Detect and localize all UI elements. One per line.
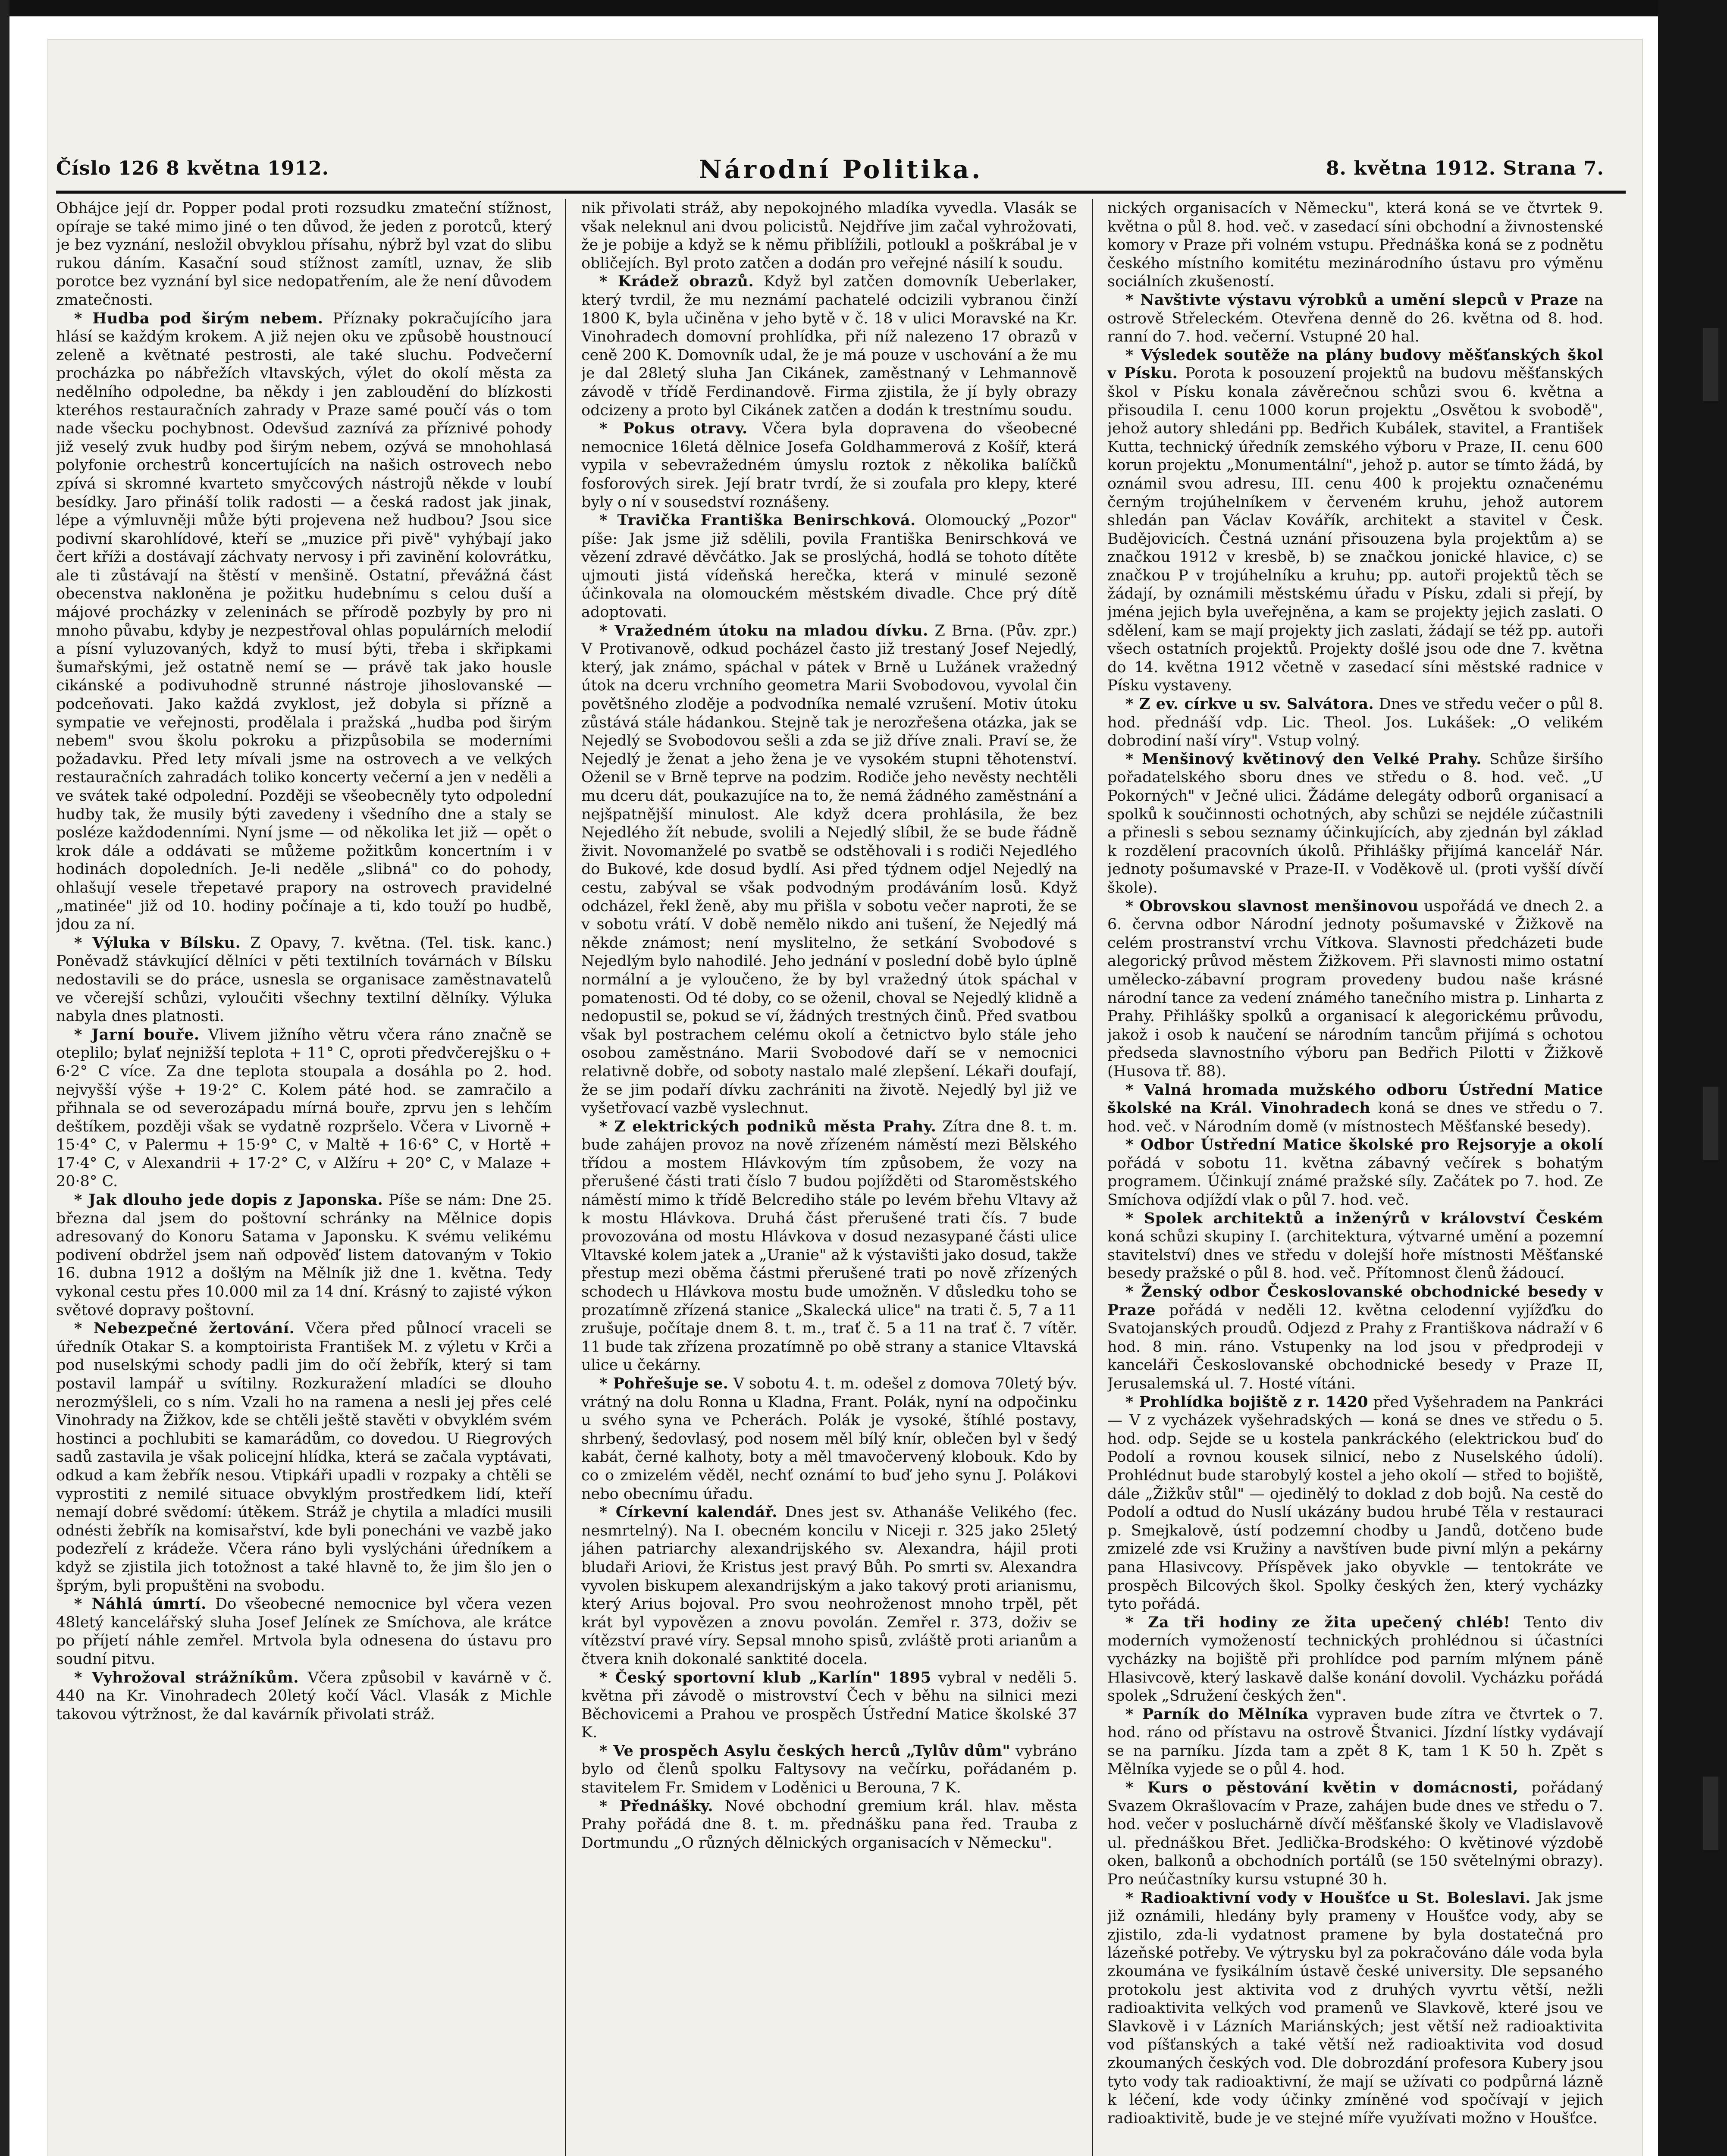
article-paragraph [1107,750,1603,897]
article-heading: * Český sportovní klub „Karlín" 1895 [599,1668,931,1686]
article-heading: * Travička Františka Benirschková. [599,511,916,530]
article-heading: * Pokus otravy. [599,420,748,438]
article-text: Z Opavy, 7. května. (Tel. tisk. kanc.) Poněvadž stávkující dělníci v pěti textilních továrnách v Bílsku nedostavili se do práce, usnesla se organisace zaměstnavatelů ve včerejší schůzi, vyloučiti všechny textilní dělníky. Výluka nabyla dnes platnosti. [56,934,552,1025]
scanner-edge-right [1658,0,1727,2156]
header-rule [56,191,1626,194]
article-heading: * Valná hromada mužského odboru Ústřední Matice školské na Král. Vinohradech [1107,1081,1603,1117]
article-paragraph [581,420,1077,511]
article-heading: * Radioaktivní vody v Houšťce u St. Boleslavi. [1125,1889,1531,1907]
article-text: Olomoucký „Pozor" píše: Jak jsme již sdělili, povila Františka Benirschková ve vězení zdravé děvčátko. Jak se proslýchá, hodlá se tohoto dítěte ujmouti jistá vídeňská herečka, která v minulé sezoně účinkovala na olomouckém městském divadle. Chce prý dítě adoptovati. [581,512,1077,621]
article-text: Včera byla dopravena do všeobecné nemocnice 16letá dělnice Josefa Goldhammerová z Košíř, která vypila v sebevražedném úmyslu roztok z několika balíčků fosforových sirek. Její bratr tvrdí, že si zoufala pro klepy, které byly o ní v sousedství roznášeny. [581,420,1077,511]
article-heading: * Církevní kalendář. [599,1503,777,1521]
article-paragraph [1107,199,1603,291]
article-paragraph [581,199,1077,273]
article-paragraph [56,934,552,1026]
article-paragraph [1107,346,1603,695]
article-heading: * Menšinový květinový den Velké Prahy. [1125,750,1482,768]
article-text: Jak jsme již oznámili, hledány byly prameny v Houšťce vody, aby se zjistilo, zda-li vydatnost pramene by byla dostatečná pro lázeňské potřeby. Ve výtrysku byl za pokračováno dále voda byla zkoumána ve fysikálním ústavě české university. Dle sepsaného protokolu jest aktivita vod z druhých vyvrtu větší, nežli radioaktivita velkých vod pramenů ve Slavkově, které jsou ve Slavkově i v Lázních Mariánských; jest větší než radioaktivita vod píšťanských a také větší než radioaktivita vod dosud zkoumaných českých vod. Dle dobrozdání profesora Kubery jsou tyto vody tak radioaktivní, že mají se užívati co podpůrná lázně k léčení, kde vody účinky zmíněné vod spočívají v jejich radioaktivitě, bude je ve stejné míře využívati možno v Houšťce. [1107,1889,1603,2127]
article-heading: * Přednášky. [599,1797,714,1815]
article-paragraph [581,511,1077,622]
article-text: před Vyšehradem na Pankráci — V z vycházek vyšehradských — koná se dnes ve středu o 5. hod. odp. Sejde se u kostela pankráckého (elektrickou buď do Podolí a rovnou kousek silnicí, nebo z Nuselského údolí). Prohlédnut bude starobylý kostel a jeho okolí — střed to bojiště, dále „Žižkův stůl" — ojedinělý to doklad z dob bojů. Na cestě do Podolí a odtud do Nuslí ukázány budou hrubé Těla v restauraci p. Smejkalově, ústí podzemní chodby u Jandů, dotčeno bude zmizelé zde vsi Kružiny a navštíven bude pivní mlýn a pekárny pana Hlasivcovy. Příspěvek jako obyvkle — tentokráte ve prospěch Bilcových škol. Spolky českých žen, který vycházky tyto pořádá. [1107,1393,1603,1613]
article-text: vybráno bylo od členů spolku Faltysovy na večírku, pořádaném p. stavitelem Fr. Smidem v Loděnici u Berouna, 7 K. [581,1742,1077,1797]
article-paragraph [1107,1705,1603,1779]
article-paragraph [1107,291,1603,346]
binding-mark [1703,1087,1718,1160]
article-text: Zítra dne 8. t. m. bude zahájen provoz na nově zřízeném náměstí mezi Bělského třídou a mostem Hlávkovým tím způsobem, že vozy na přerušené části trati číslo 7 budou pojížděti od Staroměstského náměstí mimo k třídě Belcrediho stále po levém břehu Vltavy až k mostu Hlávkova. Druhá část přerušené trati čís. 7 bude provozována od mostu Hlávkova v dosud nezasypané části ulice Vltavské kolem jatek a „Uranie" až k výstavišti jako dosud, takže přestup mezi oběma částmi přerušené trati po nově zřízených schodech u Hlávkova mostu bude umožněn. V důsledku toho se prozatímně zřízená stanice „Skalecká ulice" na trati č. 5, 7 a 11 zrušuje, počítaje dnem 8. t. m., trať č. 5 a 11 na trať č. 7 vítěr. 11 bude tak zřízena prozatímně po obě strany a stanice Vltavská ulice u čekárny. [581,1118,1077,1374]
article-paragraph [581,1742,1077,1797]
article-text: koná se dnes ve středu o 7. hod. več. v Národním domě (v místnostech Měšťanské besedy). [1107,1100,1603,1135]
article-paragraph [581,1375,1077,1503]
article-paragraph [56,1669,552,1724]
article-heading: * Vyhrožoval strážníkům. [74,1668,299,1686]
article-heading: * Hudba pod širým nebem. [74,309,323,327]
issue-number: Číslo 126 8 května 1912. [56,157,329,179]
article-heading: * Prohlídka bojiště z r. 1420 [1125,1393,1369,1411]
article-text: Tento div moderních vymožeností technických prohlédnou si účastníci vycházky na bojiště při prohlídce pod parním mlýnem páně Hlasivcově, který laskavě dalše konání dovolil. Vycházku pořádá spolek „Sdružení českých žen". [1107,1614,1603,1705]
article-heading: * Náhlá úmrtí. [74,1595,207,1613]
article-paragraph [1107,1283,1603,1393]
article-paragraph [581,1669,1077,1742]
article-text: nických organisacích v Německu", která koná se ve čtvrtek 9. května o půl 8. hod. več. v zasedací síni obchodní a živnostenské komory v Praze při volném vstupu. Přednáška koná se z podnětu českého místního komitétu mezinárodního ústavu pro výměnu sociálních zkušeností. [1107,200,1603,291]
article-heading: * Za tři hodiny ze žita upečený chléb! [1125,1613,1511,1631]
article-paragraph [56,199,552,310]
article-heading: * Jarní bouře. [74,1025,200,1044]
article-paragraph [581,1118,1077,1375]
article-text: Příznaky pokračujícího jara hlásí se každým krokem. A již nejen oku ve způsobě houstnoucí zeleně a květnaté pestrosti, ale také sluchu. Podvečerní procházka po nábřežích vltavských, výlet do okolí města za nedělního odpoledne, ba někdy i jen zabloudění do blízkosti kteréhos restauračních zahrady v Praze samé poučí vás o tom nade všecku pochybnost. Odevšud zaznívá za příznivé pohody již veselý zvuk hudby pod širým nebem, ozývá se mnohohlasá polyfonie orchestrů koncertujících na našich ostrovech nebo zpívá si skromné kvarteto smyčcových nástrojů někde v loubí besídky. Jaro přináší tolik radosti — a česká radost jak jinak, lépe a výmluvněji může býti projevena než hudbou? Jsou sice podivní skarohlídové, kteří se „muzice při pivě" vyhýbají jako čert kříži a dostávají záchvaty nervosy i při zavinění kolovrátku, ale ti zůstávají na štěstí v menšině. Ostatní, převážná část obecenstva nakloněna je požitku hudebnímu s celou duší a májové procházky v zeleninách se přírodě pozbyly by pro ni mnoho půvabu, kdyby je nezpestřoval ohlas populárních melodií a písní vyluzovaných, když to musí býti, třeba i skřipkami šumařskými, jež ostatně nemí se — právě tak jako housle cikánské a podivuhodně strunné nástroje jihoslovanské — podceňovati. Jako každá zvyklost, jež dobyla si přízně a sympatie ve veřejnosti, prodělala i pražská „hudba pod širým nebem" svou školu pokroku a přizpůsobila se moderními požadavku. Před lety mívali jsme na ostrovech a ve velkých restauračních zahradách toliko koncerty večerní a jen v neděli a ve svátek také odpolední. Později se všeobecněly tyto odpolední hudby tak, že musily býti zavedeny i všedního dne a staly se posléze každodenními. Nyní jsme — od několika let již — opět o krok dále a oddávati se můžeme požitkům koncertním i v hodinách dopoledních. Je-li neděle „slibná" co do pohody, ohlašují vesele třepetavé prapory na ostrovech pravidelné „matinée" již od 10. hodiny počínaje a ti, kdo touží po hudbě, jdou za ní. [56,310,552,934]
article-text: Píše se nám: Dne 25. března dal jsem do poštovní schránky na Mělnice dopis adresovaný do Konoru Satama v Japonsku. K svému velikému podivení obdržel jsem naň odpověď listem datovaným v Tokio 16. dubna 1912 a došlým na Mělník již dne 1. května. Tedy vykonal cestu přes 10.000 mil za 14 dní. Krásný to zajisté výkon světové dopravy poštovní. [56,1191,552,1319]
article-heading: * Z ev. církve u sv. Salvátora. [1125,695,1374,713]
text-column-1 [56,199,552,2156]
article-paragraph [56,310,552,934]
article-paragraph [56,1595,552,1668]
article-paragraph [56,1319,552,1595]
article-text: koná schůzi skupiny I. (architektura, výtvarné umění a pozemní stavitelství) dnes ve středu v dolejší hoře místnosti Měšťanské besedy pražské o půl 8. hod. več. Přítomnost členů žádoucí. [1107,1228,1603,1282]
binding-mark [1703,1777,1718,1850]
article-heading: * Jak dlouho jede dopis z Japonska. [74,1191,383,1209]
article-paragraph [1107,1081,1603,1136]
article-text: pořádá v sobotu 11. května zábavný večírek s bohatým programem. Účinkují známé pražské síly. Začátek po 7. hod. Ze Smíchova odjíždí vlak o půl 7. hod. več. [1107,1154,1603,1209]
article-paragraph [581,1503,1077,1668]
article-paragraph [1107,1614,1603,1705]
article-text: pořádá v neděli 12. května celodenní vyjížďku do Svatojanských proudů. Odjezd z Prahy z Františkova nádraží v 6 hod. 8 min. ráno. Vstupenky na lod jsou v předprodeji v kanceláři Českoslovanské obchodnické besedy v Praze II, Jerusalemská ul. 7. Hosté vítáni. [1107,1301,1603,1392]
article-text: vypraven bude zítra ve čtvrtek o 7. hod. ráno od přístavu na ostrově Štvanici. Jízdní lístky vydávají se na parníku. Jízda tam a zpět 8 K, tam 1 K 50 h. Zpět s Mělníka vyjede se o půl 4. hod. [1107,1705,1603,1778]
article-text: Včera před půlnocí vraceli se úředník Otakar S. a komptoirista František M. z výletu v Krči a pod nuselskými schody padli jim do očí žebřík, který si tam postavil lampář u svítilny. Rozkuražení mladíci se dlouho nerozmýšleli, co s ním. Vzali ho na ramena a nesli jej přes celé Vinohrady na Žižkov, kde se chtěli ještě stavěti v obvyklém svém hostinci a pochlubiti se kamarádům, co dovedou. U Riegrových sadů zastavila je však policejní hlídka, která se začala vyptávati, odkud a kam žebřík nesou. Vtipkáři upadli v rozpaky a chtěli se vyprostiti z nemilé situace obvyklým prostředkem lidí, kteří nemají dobré svědomí: útěkem. Stráž je chytila a mladíci musili odnésti žebřík na komisařství, kde byli ponecháni ve vazbě jako podezřelí z krádeže. Včera ráno byli vyslýcháni úředníkem a když se zjistila jich totožnost a také hlavně to, že jim šlo jen o šprým, byli propuštěni na svobodu. [56,1320,552,1595]
column-divider [565,199,566,2156]
article-text: Z Brna. (Pův. zpr.) V Protivanově, odkud pocházel často již trestaný Josef Nejedlý, který, jak známo, spáchal v pátek v Brně u Lužánek vražedný útok na dceru vrchního geometra Marii Svobodovou, vyvolal čin povětšného zloděje a podvodníka nemalé vzrušení. Motiv útoku zůstává stále hádankou. Stejně tak je nerozřešena otázka, jak se Nejedlý se Svobodovou sešli a zda se již dříve znali. Praví se, že Nejedlý je ženat a jeho žena je ve vysokém stupni těhotenství. Oženil se v Brně teprve na podzim. Rodiče jeho nevěsty nechtěli mu dceru dát, poukazujíce na to, že nemá žádného zaměstnání a nejšpatnější minulost. Ale když dcera prohlásila, že bez Nejedlého žít nebude, svolili a Nejedlý slíbil, že se bude řádně živit. Novomanželé po svatbě se odstěhovali i s rodiči Nejedlého do Bukové, kde dosud bydlí. Asi před týdnem odjel Nejedlý na cestu, zabýval se však podvodným prodáváním losů. Když odcházel, řekl ženě, aby mu přišla v sobotu večer naproti, že se v sobotu vrátí. V době nemělo nikdo ani tušení, že Nejedlý má někde známost; není myslitelno, že setkání Svobodové s Nejedlým bylo nahodilé. Jeho jednání v poslední době bylo úplně normální a je vyloučeno, že by byl vražedný útok spáchal v pomatenosti. Od té doby, co se oženil, choval se Nejedlý klidně a nedopustil se, pokud se ví, žádných trestných činů. Před svatbou však byl postrachem celému okolí a četnictvo bylo stále jeho osobou zaměstnáno. Marii Svobodové daří se v nemocnici relativně dobře, od soboty nastalo malé zlepšení. Lékaři doufají, že se jim podaří dívku zachrániti na životě. Nejedlý byl již ve vyšetřovací vazbě vyslechnut. [581,622,1077,1117]
article-heading: * Pohřešuje se. [599,1375,729,1392]
article-heading: * Nebezpečné žertování. [74,1319,295,1338]
newspaper-page [47,39,1643,2156]
article-heading: * Ve prospěch Asylu českých herců „Tylův dům" [599,1742,1010,1760]
article-text: Včera způsobil v kavárně v č. 440 na Kr. Vinohradech 20letý kočí Václ. Vlasák z Michle takovou výtržnost, že dal kavárník přivolati stráž. [56,1669,552,1723]
article-paragraph [1107,1889,1603,2128]
page-header [56,157,1634,188]
article-paragraph [581,622,1077,1118]
article-paragraph [56,1026,552,1191]
article-text: Dnes jest sv. Athanáše Velikého (fec. nesmrtelný). Na I. obecném koncilu v Niceji r. 325 jako 25letý jáhen patriarchy alexandrijského sv. Alexandra, hájil proti bludaři Ariovi, že Kristus jest pravý Bůh. Po smrti sv. Alexandra vyvolen biskupem alexandrijským a jako takový proti arianismu, který Arius bojoval. Pro svou neohroženost mnoho trpěl, pět krát byl vypovězen a znovu povolán. Zemřel r. 373, doživ se vítězství pravé víry. Sepsal mnoho spisů, zvláště proti arianům a čtvera knih dokonalé sanktité docela. [581,1504,1077,1668]
column-divider [1092,199,1093,2156]
article-heading: * Kurs o pěstování květin v domácnosti, [1125,1779,1519,1797]
article-text: nik přivolati stráž, aby nepokojného mladíka vyvedla. Vlasák se však neleknul ani dvou policistů. Nejdříve jim začal vyhrožovati, že je pobije a když se k němu přiblížili, potloukl a poškrábal je v obličejích. Byl proto zatčen a dodán pro veřejné násilí k soudu. [581,200,1077,272]
article-text: Schůze širšího pořadatelského sboru dnes ve středu o 8. hod. več. „U Pokorných" v Ječné ulici. Žádáme delegáty odborů organisací a spolků k součinnosti ochotných, aby schůzi se nejdéle zúčastnili a přinesli s sebou seznamy účinkujících, aby zjednán byl základ k rozdělení pracovních úkolů. Přihlášky přijímá kancelář Nár. jednoty pošumavské v Praze-II. v Voděkově ul. (proti vyšší dívčí škole). [1107,750,1603,896]
article-heading: * Výluka v Bílsku. [74,934,241,952]
article-text: Když byl zatčen domovník Ueberlaker, který tvrdil, že mu neznámí pachatelé odcizili vybranou činží 1800 K, byla učiněna v jeho bytě v č. 18 v ulici Moravské na Kr. Vinohradech domovní prohlídka, při níž nalezeno 17 obrazů v ceně 200 K. Domovník udal, že je má pouze v uschování a že mu je dal 28letý sluha Jan Cikánek, zaměstnaný v Lehmannově závodě v třídě Ferdinandově. Firma zjistila, že jí byly obrazy odcizeny a proto byl Cikánek zatčen a dodán k trestnímu soudu. [581,273,1077,419]
article-text: V sobotu 4. t. m. odešel z domova 70letý býv. vrátný na dolu Ronna u Kladna, Frant. Polák, nyní na odpočinku u svého syna ve Pcherách. Polák je vysoké, štíhlé postavy, shrbený, šedovlasý, pod nosem měl bílý knír, oblečen byl v šedý kabát, černé kalhoty, boty a měl tmavočervený klobouk. Kdo by co o zmizelém věděl, nechť oznámí to buď jeho synu J. Polákovi nebo obecnímu úřadu. [581,1375,1077,1503]
article-heading: * Z elektrických podniků města Prahy. [599,1117,937,1135]
newspaper-title: Národní Politika. [699,155,983,184]
article-text: uspořádá ve dnech 2. a 6. června odbor Národní jednoty pošumavské v Žižkově na celém prostranství vrchu Vítkova. Slavnosti předcházeti bude alegorický průvod městem Žižkovem. Při slavnosti mimo ostatní umělecko-zábavní program provedeny budou naše krásné národní tance za vedení známého tanečního mistra p. Linharta z Prahy. Přihlášky spolků a organisací k alegorickému průvodu, jakož i osob k naučení se národním tancům přijímá s ochotou předseda slavnostního výboru pan Bedřich Pilotti v Žižkově (Husova tř. 88). [1107,897,1603,1080]
article-heading: * Navštivte výstavu výrobků a umění slepců v Praze [1125,291,1579,309]
article-heading: * Výsledek soutěže na plány budovy měšťanských škol v Písku. [1107,346,1603,382]
article-heading: * Krádež obrazů. [599,273,754,291]
article-paragraph [581,1797,1077,1852]
scanner-edge-left [0,0,9,2156]
article-text: pořádaný Svazem Okrašlovacím v Praze, zahájen bude dnes ve středu o 7. hod. večer v posluchárně dívčí měšťanské školy ve Vladislavově ul. přednáškou Břet. Jedlička-Brodského: O květinové výzdobě oken, balkonů a obchodních portálů (se 150 světelnými obrazy). Pro neúčastníky kursu vstupné 30 h. [1107,1779,1603,1889]
article-text: Vlivem jižního větru včera ráno značně se oteplilo; bylať nejnižší teplota + 11° C, oproti předvčerejšku o + 6·2° C více. Za dne teplota stoupala a dosáhla po 2. hod. nejvyšší výše + 19·2° C. Kolem páté hod. se zamračilo a přihnala se od severozápadu mírná bouře, zprvu jen s lehčím deštíkem, později však se vydatně rozpršelo. Včera v Livorně + 15·4° C, v Palermu + 15·9° C, v Maltě + 16·6° C, v Hortě + 17·4° C, v Alexandrii + 17·2° C, v Alžíru + 20° C, v Malaze + 20·8° C. [56,1026,552,1191]
article-heading: * Parník do Mělníka [1125,1705,1309,1723]
article-text: na ostrově Střeleckém. Otevřena denně do 26. května od 8. hod. ranní do 7. hod. večerní. Vstupné 20 hal. [1107,291,1603,346]
article-paragraph [1107,695,1603,750]
article-heading: * Vražedném útoku na mladou dívku. [599,621,928,639]
article-paragraph [1107,1393,1603,1614]
text-column-3 [1107,199,1603,2156]
article-paragraph [581,273,1077,420]
article-text: Porota k posouzení projektů na budovu měšťanských škol v Písku konala závěrečnou schůzi svou 6. května a přisoudila I. cenu 1000 korun projektu „Osvětou k svobodě", jehož autory shledáni pp. Bedřich Kubálek, stavitel, a František Kutta, technický úředník zemského výboru v Praze, II. cenu 600 korun projektu „Monumentální", jehož p. autor se tímto žádá, by oznámil svou adresu, III. cenu 400 k projektu označenému černým trojúhelníkem v červeném kruhu, jehož autorem shledán pan Václav Kovářík, architekt a stavitel v Česk. Budějovicích. Čestná uznání přisouzena byla projektům a) se značkou 1912 v kresbě, b) se značkou jonické hlavice, c) se značkou P v trojúhelníku a kruhu; pp. autoři projektů těch se žádají, by oznámili městskému úřadu v Písku, zdali si přejí, by jména jejich byla uveřejněna, a kam se projekty jejich zaslati. O sdělení, kam se mají projekty jich zaslati, žádají se též pp. autoři všech ostatních projektů. Projekty došlé jsou ode dne 7. května do 14. května 1912 včetně v zasedací síni městské radnice v Písku vystaveny. [1107,365,1603,695]
article-heading: * Odbor Ústřední Matice školské pro Rejsoryje a okolí [1125,1136,1603,1154]
article-heading: * Ženský odbor Českoslovanské obchodnické besedy v Praze [1107,1283,1603,1319]
article-text: Do všeobecné nemocnice byl včera vezen 48letý kancelářský sluha Josef Jelínek ze Smíchova, ale krátce po příjetí náhle zemřel. Mrtvola byla odnesena do ústavu pro soudní pitvu. [56,1595,552,1668]
article-heading: * Spolek architektů a inženýrů v království Českém [1125,1209,1603,1227]
article-paragraph [1107,897,1603,1081]
article-paragraph [1107,1136,1603,1209]
article-paragraph [1107,1779,1603,1889]
article-paragraph [1107,1210,1603,1283]
article-text: Dnes ve středu večer o půl 8. hod. přednáší vdp. Lic. Theol. Jos. Lukášek: „O velikém dobrodiní naší víry". Vstup volný. [1107,696,1603,750]
text-column-2 [581,199,1077,2156]
date-and-page: 8. května 1912. Strana 7. [1326,157,1604,179]
article-paragraph [56,1191,552,1319]
article-text: Nové obchodní gremium král. hlav. města Prahy pořádá dne 8. t. m. přednášku pana řed. Trauba z Dortmundu „O různých dělnických organisacích v Německu". [581,1797,1077,1852]
article-text: Obhájce její dr. Popper podal proti rozsudku zmateční stížnost, opíraje se také mimo jiné o ten důvod, že jeden z porotců, který je bez vyznání, nesložil obvyklou přísahu, nýbrž byl vzat do slibu rukou dáním. Kasační soud stížnost zamítl, uznav, že slib porotce bez vyznání byl sice nedopatřením, ale že není důvodem zmatečnosti. [56,200,552,309]
article-heading: * Obrovskou slavnost menšinovou [1125,897,1419,915]
scanner-edge-top [0,0,1727,16]
binding-mark [1703,328,1718,401]
article-text: vybral v neděli 5. května při závodě o mistrovství Čech v běhu na silnici mezi Běchovicemi a Prahou ve prospěch Ústřední Matice školské 37 K. [581,1669,1077,1742]
